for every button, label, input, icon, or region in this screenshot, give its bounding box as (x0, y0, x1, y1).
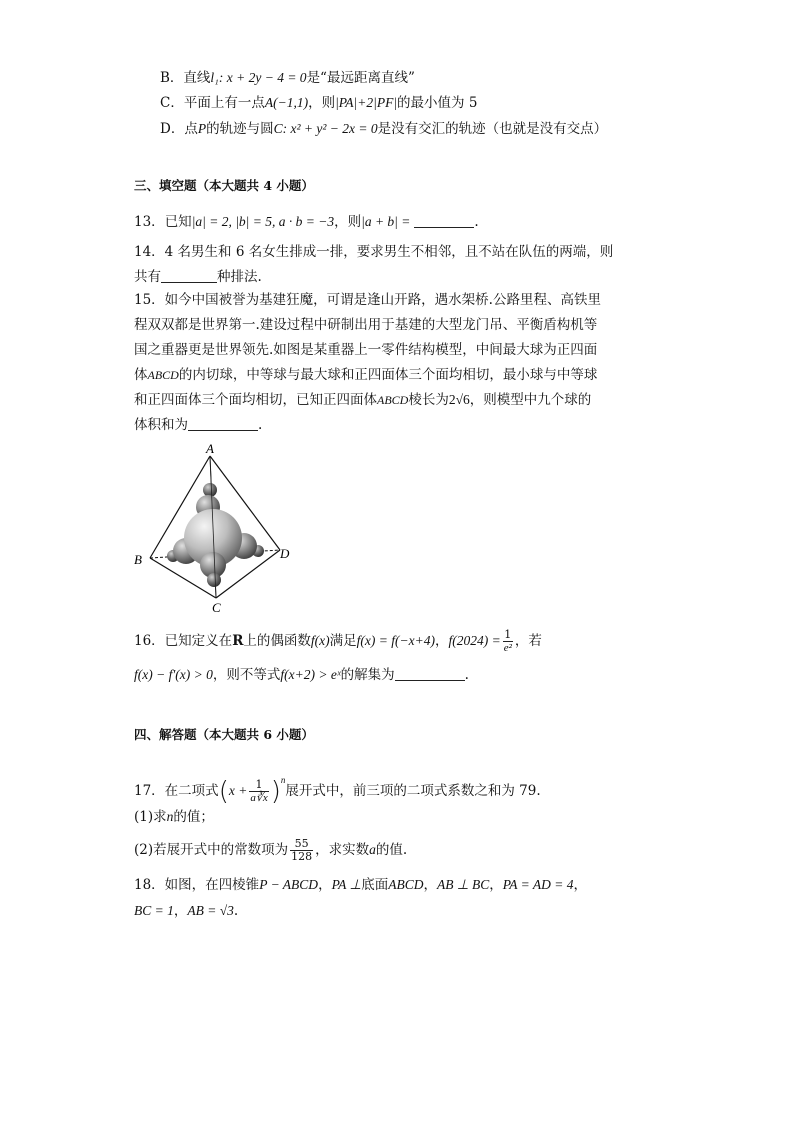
question-13: 13．已知|a| = 2, |b| = 5, a · b = −3，则|a + b| = . (134, 214, 479, 230)
small-sphere-front (207, 573, 221, 587)
tetrahedron-svg (130, 440, 300, 616)
label-b: B (134, 552, 142, 567)
question-14-line-1: 14．4 名男生和 6 名女生排成一排，要求男生不相邻，且不站在队伍的两端，则 (134, 244, 614, 260)
vector-conditions: |a| = 2, |b| = 5, a · b = −3 (191, 214, 335, 229)
question-15-line-5: 和正四面体三个面均相切，已知正四面体ABCD棱长为2√6，则模型中九个球的 (134, 392, 592, 408)
label-d: D (280, 546, 290, 561)
question-15-line-3: 国之重器更是世界领先.如图是某重器上一零件结构模型，中间最大球为正四面 (134, 342, 598, 358)
fraction: $\frac{1}{\text{e²}}$ (503, 628, 512, 654)
section-heading-answer: 四、解答题（本大题共 6 小题） (134, 727, 314, 742)
question-18-line-1: 18．如图，在四棱锥P − ABCD，PA ⊥底面ABCD，AB ⊥ BC，PA = AD = 4， (134, 877, 587, 893)
answer-blank[interactable] (414, 213, 474, 228)
question-14-line-2: 共有 种排法. (134, 269, 262, 285)
circle-equation: C: x² + y² − 2x = 0 (273, 121, 378, 136)
option-c: C．平面上有一点A(−1,1)，则|PA|+2|PF|的最小值为 5 (160, 95, 478, 111)
section-heading-fill-blank: 三、填空题（本大题共 4 小题） (134, 178, 314, 193)
option-d: D．点P的轨迹与圆C: x² + y² − 2x = 0是没有交汇的轨迹（也就是没有交点） (160, 121, 608, 137)
small-sphere-top (203, 483, 217, 497)
question-17-line-1: 17．在二项式(x + $\frac{1}{a∛x}$ )$^n$展开式中，前三项的二项式系数之和为 79. (134, 775, 541, 807)
answer-blank[interactable] (395, 666, 465, 681)
answer-blank[interactable] (161, 268, 217, 283)
tetrahedron-spheres-figure (130, 440, 300, 616)
question-15-line-4: 体ABCD的内切球，中等球与最大球和正四面体三个面均相切，最小球与中等球 (134, 367, 598, 383)
option-letter: D． (160, 121, 185, 137)
question-15-line-6: 体积和为 . (134, 417, 263, 433)
question-15-line-1: 15．如今中国被誉为基建狂魔，可谓是逢山开路，遇水架桥.公路里程、高铁里 (134, 292, 601, 308)
question-15-line-2: 程双双都是世界第一.建设过程中研制出用于基建的大型龙门吊、平衡盾构机等 (134, 317, 598, 333)
label-c: C (212, 600, 221, 615)
question-18-line-2: BC = 1，AB = √3. (134, 903, 239, 919)
answer-blank[interactable] (188, 416, 258, 431)
label-a: A (206, 441, 214, 456)
option-letter: C． (160, 95, 184, 111)
question-17-part-1: (1)求n的值； (134, 809, 214, 825)
fraction: $\frac{1}{a∛x}$ (250, 778, 268, 804)
line-equation: l₁: x + 2y − 4 = 0 (210, 70, 307, 85)
option-b: B．直线l₁: x + 2y − 4 = 0是“最远距离直线” (160, 70, 415, 86)
question-16-line-1: 16．已知定义在R上的偶函数f(x)满足f(x) = f(−x+4)，f(2024) = $\frac{1}{\text{e²}}$ ，若 (134, 628, 542, 654)
fraction: $\frac{55}{128}$ (291, 837, 313, 863)
question-17-part-2: (2)若展开式中的常数项为 $\frac{55}{128}$ ，求实数a的值. (134, 837, 408, 863)
question-16-line-2: f(x) − f′(x) > 0，则不等式f(x+2) > eˣ的解集为 . (134, 667, 469, 683)
option-letter: B． (160, 70, 184, 86)
